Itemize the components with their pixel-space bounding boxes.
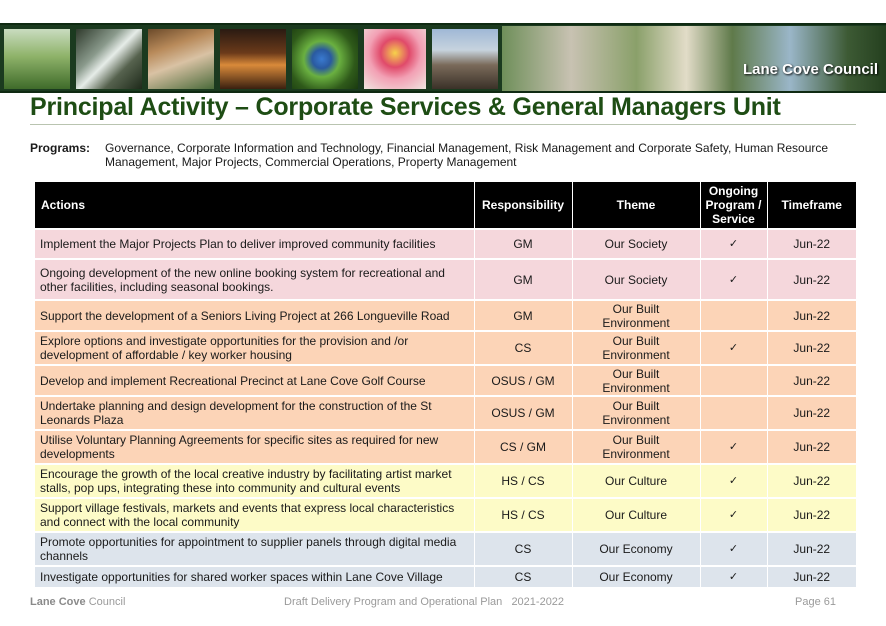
dancers-photo [148, 29, 214, 89]
cell-action: Undertake planning and design development for the construction of the St Leonards Plaza [35, 396, 474, 430]
cell-action: Support the development of a Seniors Living Project at 266 Longueville Road [35, 300, 474, 331]
footer-org [30, 596, 125, 608]
check-icon: ✓ [700, 498, 767, 532]
check-icon: ✓ [700, 566, 767, 587]
col-header-theme: Theme [572, 182, 700, 229]
cell-action: Implement the Major Projects Plan to deliver improved community facilities [35, 229, 474, 259]
table-row [35, 566, 856, 587]
cell-theme: Our Economy [572, 532, 700, 566]
programs-label: Programs: [30, 141, 91, 155]
programs-text: Governance, Corporate Information and Technology, Financial Management, Risk Management and Corporate Safety, Human Resource Management, Major Projects, Commercial Operations, Property Management [105, 141, 829, 169]
cell-theme: Our Economy [572, 566, 700, 587]
cell-responsibility: CS [474, 532, 572, 566]
cell-theme: Our Built Environment [572, 396, 700, 430]
table-row [35, 229, 856, 259]
cell-theme: Our Built Environment [572, 331, 700, 365]
table-row [35, 300, 856, 331]
cell-theme: Our Built Environment [572, 300, 700, 331]
footer-org-rest: Council [88, 596, 126, 608]
waterfall-photo [76, 29, 142, 89]
footer-document [284, 596, 564, 608]
cell-timeframe: Jun-22 [767, 331, 856, 365]
cell-timeframe: Jun-22 [767, 229, 856, 259]
cell-timeframe: Jun-22 [767, 566, 856, 587]
table-row [35, 396, 856, 430]
cell-timeframe: Jun-22 [767, 259, 856, 300]
check-icon: ✓ [700, 229, 767, 259]
col-header-ongoing-line1: Ongoing [708, 184, 759, 198]
cell-theme: Our Built Environment [572, 365, 700, 396]
table-header-row [35, 182, 856, 229]
cell-responsibility: CS [474, 331, 572, 365]
footer-document-title: Draft Delivery Program and Operational Plan [284, 596, 503, 608]
cell-responsibility: OSUS / GM [474, 365, 572, 396]
title-divider [30, 124, 856, 125]
table-row [35, 331, 856, 365]
cell-responsibility: CS [474, 566, 572, 587]
cell-responsibility: GM [474, 300, 572, 331]
check-icon: ✓ [700, 464, 767, 498]
table-row [35, 365, 856, 396]
cell-timeframe: Jun-22 [767, 300, 856, 331]
table-row [35, 464, 856, 498]
ongoing-cell [700, 396, 767, 430]
cell-action: Investigate opportunities for shared worker spaces within Lane Cove Village [35, 566, 474, 587]
col-header-ongoing [700, 182, 767, 229]
cell-action: Explore options and investigate opportunities for the provision and /or development of affordable / key worker housing [35, 331, 474, 365]
cell-theme: Our Built Environment [572, 430, 700, 464]
cell-theme: Our Culture [572, 464, 700, 498]
table-row [35, 498, 856, 532]
performer-photo [364, 29, 426, 89]
footer-page-number: Page 61 [795, 596, 836, 608]
col-header-ongoing-line3: Service [712, 212, 755, 226]
ongoing-cell [700, 365, 767, 396]
building-photo [432, 29, 498, 89]
cell-responsibility: HS / CS [474, 498, 572, 532]
col-header-timeframe: Timeframe [767, 182, 856, 229]
cell-action: Encourage the growth of the local creative industry by facilitating artist market stalls, pop ups, integrating these into community and cultural events [35, 464, 474, 498]
footer-org-bold: Lane Cove [30, 596, 86, 608]
col-header-responsibility: Responsibility [474, 182, 572, 229]
table-row [35, 259, 856, 300]
header-banner [0, 23, 886, 93]
cell-responsibility: CS / GM [474, 430, 572, 464]
cell-timeframe: Jun-22 [767, 365, 856, 396]
cell-timeframe: Jun-22 [767, 464, 856, 498]
col-header-ongoing-line2: Program / [705, 198, 762, 212]
council-logo: Lane Cove Council [742, 61, 878, 78]
lorikeet-photo [292, 29, 358, 89]
ongoing-cell [700, 300, 767, 331]
cell-responsibility: GM [474, 259, 572, 300]
cell-timeframe: Jun-22 [767, 532, 856, 566]
cell-action: Utilise Voluntary Planning Agreements for specific sites as required for new developments [35, 430, 474, 464]
cell-action: Support village festivals, markets and events that express local characteristics and connect with the local community [35, 498, 474, 532]
cell-responsibility: OSUS / GM [474, 396, 572, 430]
table-row [35, 430, 856, 464]
cell-action: Develop and implement Recreational Precinct at Lane Cove Golf Course [35, 365, 474, 396]
golf-course-photo [4, 29, 70, 89]
check-icon: ✓ [700, 532, 767, 566]
cell-action: Promote opportunities for appointment to supplier panels through digital media channels [35, 532, 474, 566]
check-icon: ✓ [700, 430, 767, 464]
cell-theme: Our Society [572, 229, 700, 259]
page-title: Principal Activity – Corporate Services & General Managers Unit [30, 93, 781, 121]
table-row [35, 532, 856, 566]
col-header-actions: Actions [35, 182, 474, 229]
cell-timeframe: Jun-22 [767, 396, 856, 430]
footer-years: 2021-2022 [511, 596, 565, 608]
cell-responsibility: GM [474, 229, 572, 259]
night-market-photo [220, 29, 286, 89]
check-icon: ✓ [700, 331, 767, 365]
cell-action: Ongoing development of the new online booking system for recreational and other facilities, including seasonal bookings. [35, 259, 474, 300]
cell-theme: Our Society [572, 259, 700, 300]
check-icon: ✓ [700, 259, 767, 300]
cell-responsibility: HS / CS [474, 464, 572, 498]
cell-timeframe: Jun-22 [767, 498, 856, 532]
actions-table [35, 182, 856, 587]
cell-theme: Our Culture [572, 498, 700, 532]
cell-timeframe: Jun-22 [767, 430, 856, 464]
village-street-photo [502, 26, 886, 92]
